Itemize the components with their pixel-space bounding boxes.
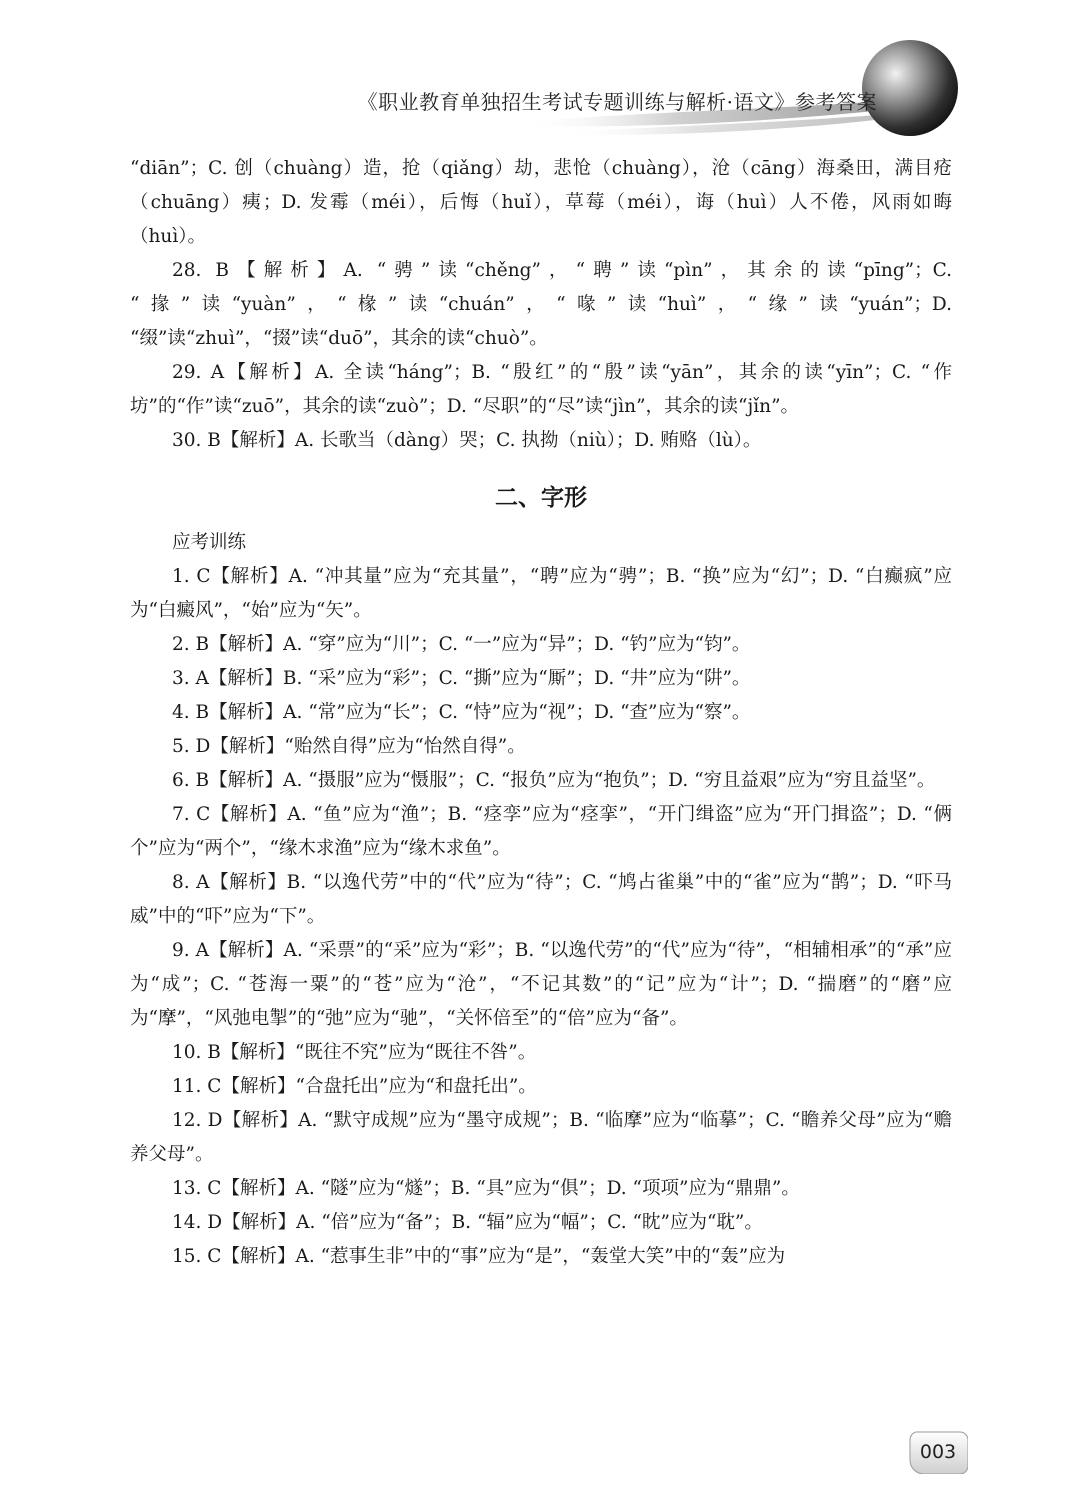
paragraph-continued: “diān”；C. 创（chuàng）造，抢（qiǎng）劫，悲怆（chuàng），沧（cāng）海桑田，满目疮（chuāng）痍；D. 发霉（méi），后悔（huǐ），草莓（méi），诲（huì）人不倦，风雨如晦（huì）。 (130, 158, 952, 247)
page-number: 003 (919, 1441, 957, 1463)
page-number-badge (908, 1430, 968, 1474)
answer-8: 8. A【解析】B. “以逸代劳”中的“代”应为“待”；C. “鸠占雀巢”中的“雀”应为“鹊”；D. “吓马威”中的“吓”应为“下”。 (130, 872, 952, 927)
answer-15: 15. C【解析】A. “惹事生非”中的“事”应为“是”，“轰堂大笑”中的“轰”应为 (172, 1246, 786, 1267)
answer-4: 4. B【解析】A. “常”应为“长”；C. “恃”应为“视”；D. “查”应为“察”。 (172, 702, 751, 723)
answer-5: 5. D【解析】“贻然自得”应为“怡然自得”。 (172, 736, 526, 757)
answer-3: 3. A【解析】B. “采”应为“彩”；C. “撕”应为“厮”；D. “井”应为“阱”。 (172, 668, 751, 689)
page-header (0, 0, 1082, 150)
book-title: 《职业教育单独招生考试专题训练与解析·语文》参考答案 (357, 90, 877, 114)
answer-content (130, 152, 952, 1274)
answer-14: 14. D【解析】A. “倍”应为“备”；B. “辐”应为“幅”；C. “眈”应为“耽”。 (172, 1212, 763, 1233)
section-title: 二、字形 (495, 485, 587, 511)
answer-29: 29. A【解析】A. 全读“háng”；B. “殷红”的“殷”读“yān”，其余的读“yīn”；C. “作坊”的“作”读“zuō”，其余的读“zuò”；D. “尽职”的“尽”读“jìn”，其余的读“jǐn”。 (130, 362, 952, 417)
header-decoration (0, 0, 1082, 150)
answer-11: 11. C【解析】“合盘托出”应为“和盘托出”。 (172, 1076, 537, 1097)
answer-13: 13. C【解析】A. “隧”应为“燧”；B. “具”应为“俱”；D. “项项”应为“鼎鼎”。 (172, 1178, 800, 1199)
answer-10: 10. B【解析】“既往不究”应为“既往不咎”。 (172, 1042, 537, 1063)
section-subtitle: 应考训练 (172, 532, 247, 553)
answer-7: 7. C【解析】A. “鱼”应为“渔”；B. “痉孪”应为“痉挛”，“开门缉盗”应为“开门揖盗”；D. “俩个”应为“两个”，“缘木求渔”应为“缘木求鱼”。 (130, 804, 952, 859)
answer-9: 9. A【解析】A. “采票”的“采”应为“彩”；B. “以逸代劳”的“代”应为“待”，“相辅相承”的“承”应为“成”；C. “苍海一粟”的“苍”应为“沧”，“不记其数”的“记”应为“计”；D. “揣磨”的“磨”应为“摩”，“风弛电掣”的“弛”应为“驰”，“关怀倍至”的“倍”应为“备”。 (130, 940, 952, 1029)
answer-6: 6. B【解析】A. “摄服”应为“慑服”；C. “报负”应为“抱负”；D. “穷且益艰”应为“穷且益坚”。 (172, 770, 936, 791)
answer-1: 1. C【解析】A. “冲其量”应为“充其量”，“聘”应为“骋”；B. “换”应为“幻”；D. “白癫疯”应为“白癜风”，“始”应为“矢”。 (130, 566, 952, 621)
answer-28: 28. B【解析】A. “骋”读“chěng”，“聘”读“pìn”，其余的读“pīng”；C. “掾”读“yuàn”，“椽”读“chuán”，“喙”读“huì”，“缘”读“yuán”；D. “缀”读“zhuì”，“掇”读“duō”，其余的读“chuò”。 (130, 260, 952, 349)
answer-2: 2. B【解析】A. “穿”应为“川”；C. “一”应为“异”；D. “钓”应为“钧”。 (172, 634, 751, 655)
answer-30: 30. B【解析】A. 长歌当（dàng）哭；C. 执拗（niù）；D. 贿赂（lù）。 (172, 430, 762, 451)
answer-12: 12. D【解析】A. “默守成规”应为“墨守成规”；B. “临摩”应为“临摹”；C. “瞻养父母”应为“赡养父母”。 (130, 1110, 952, 1165)
